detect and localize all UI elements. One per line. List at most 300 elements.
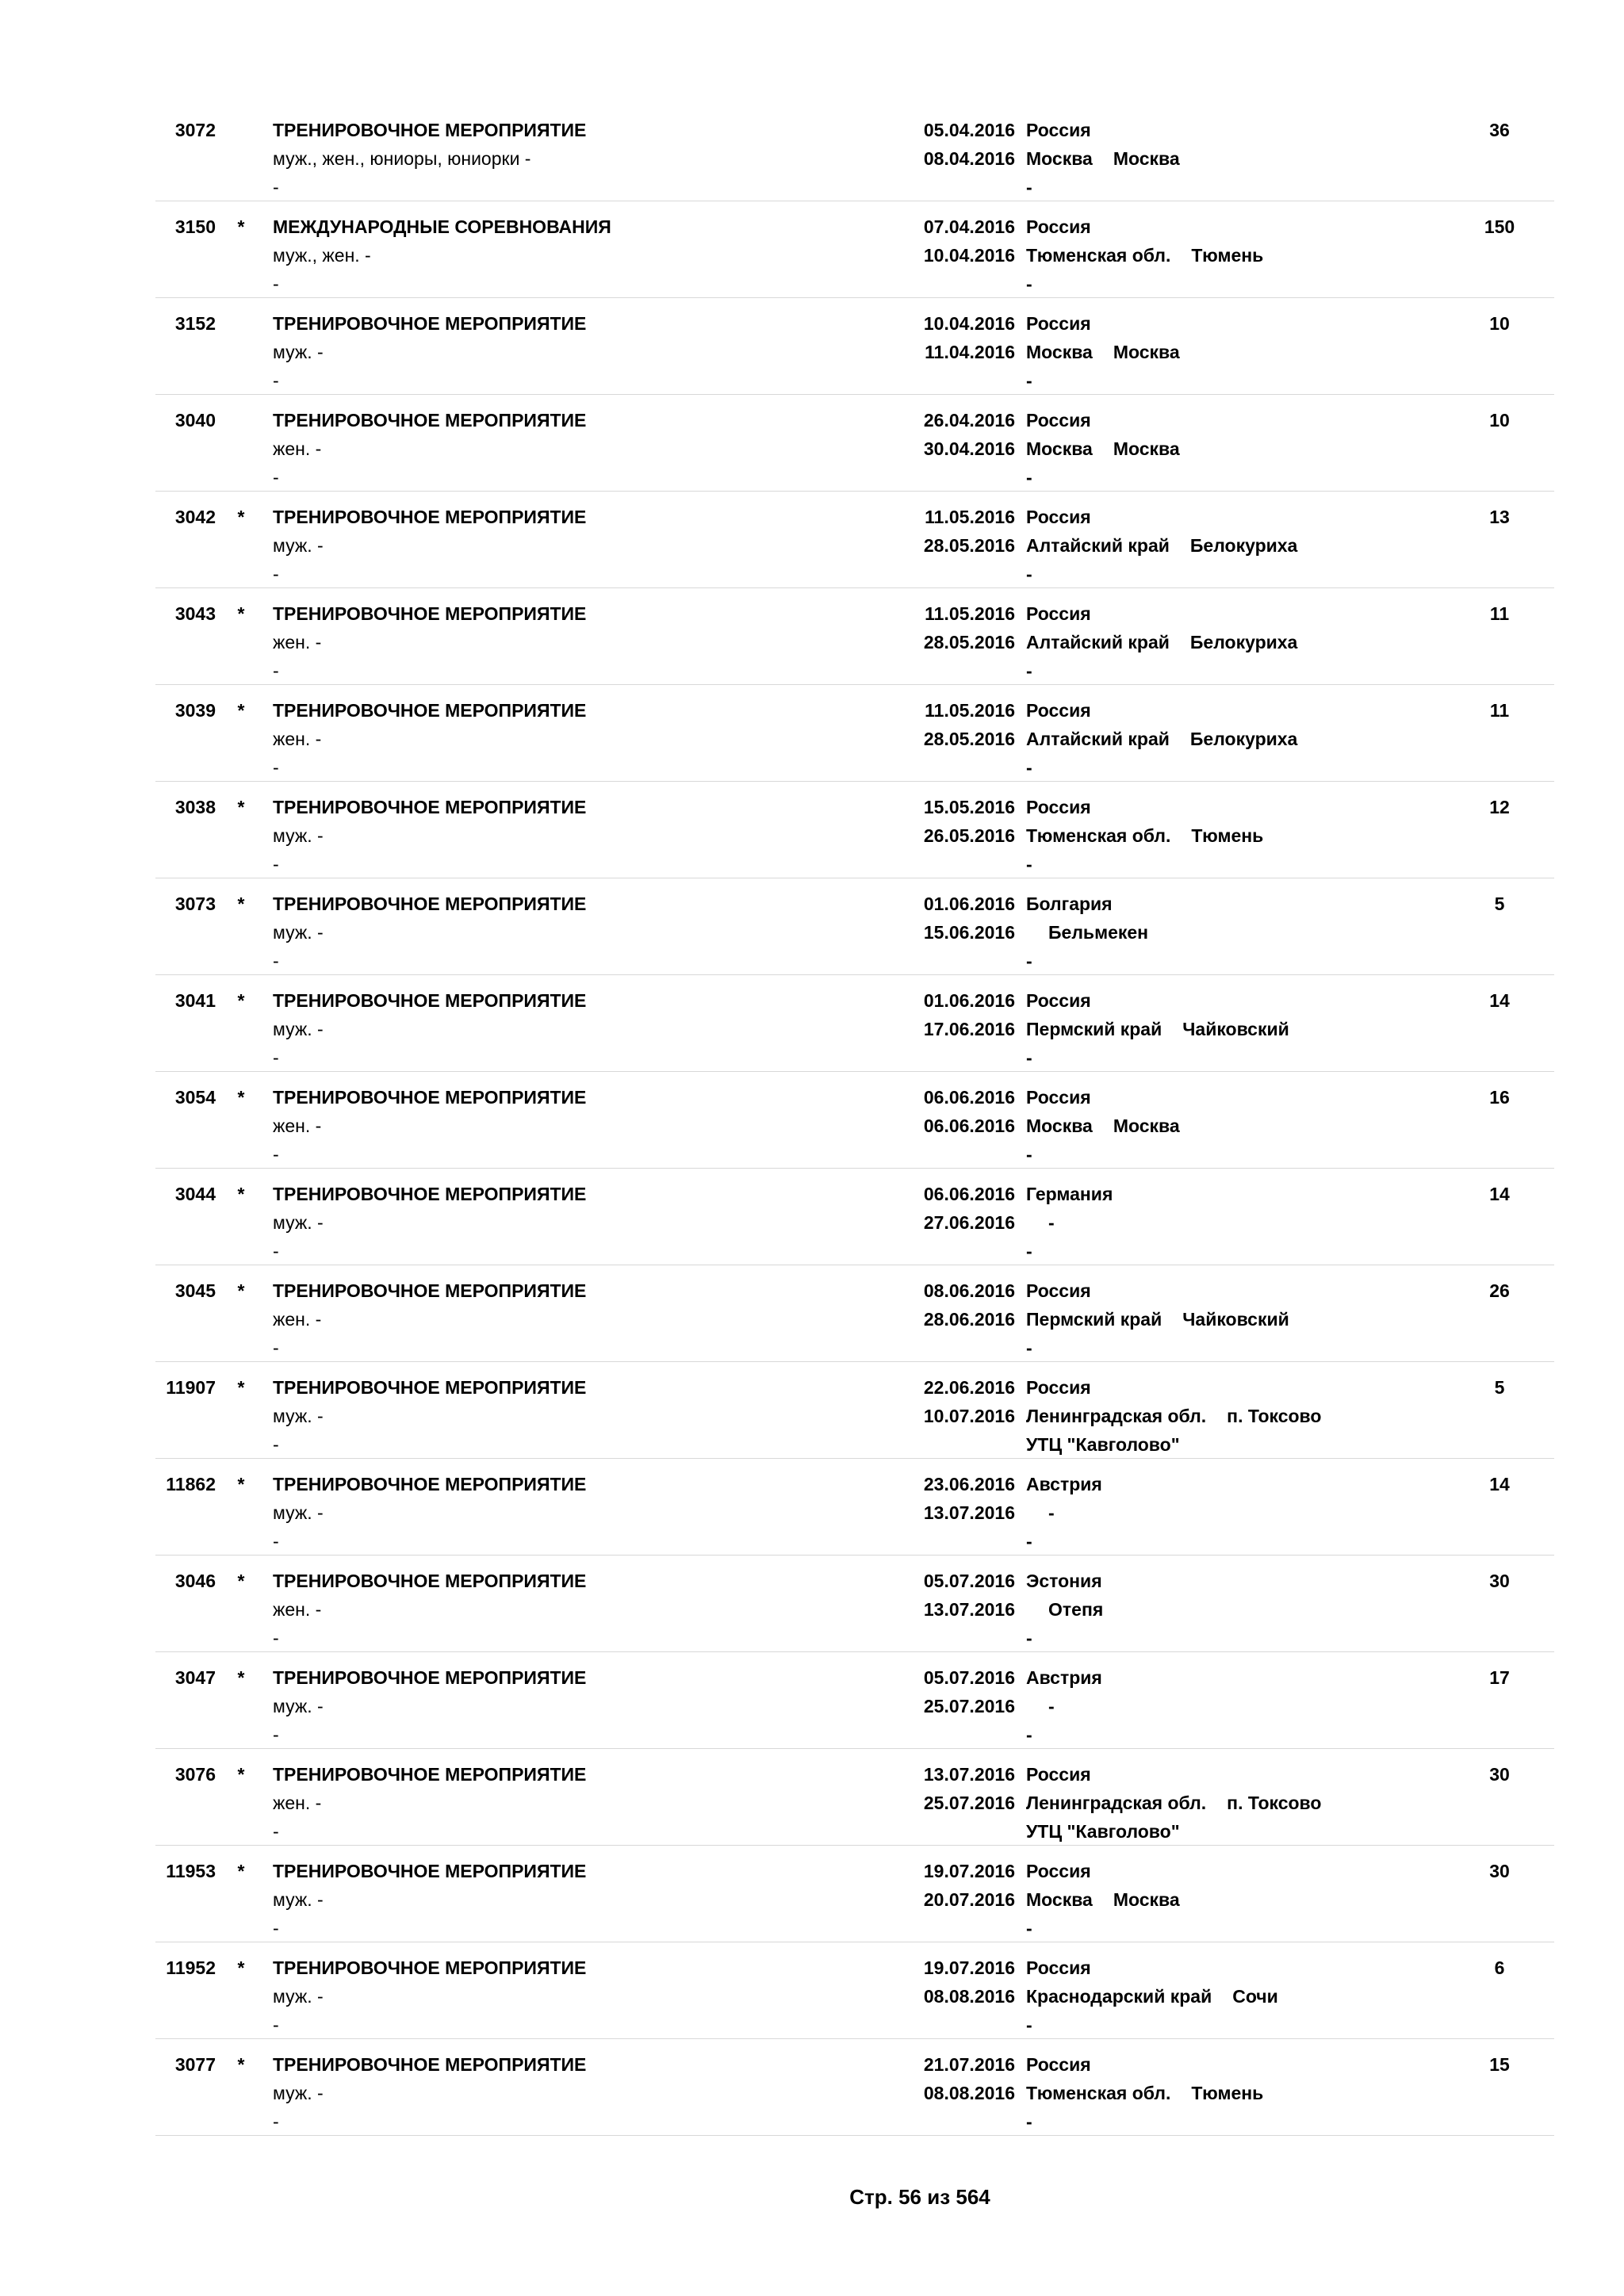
participant-count: 36 (1489, 120, 1510, 140)
region-city (1026, 338, 1423, 366)
event-extra: - (273, 1918, 279, 1938)
participant-count: 10 (1489, 313, 1510, 334)
event-extra: - (273, 1144, 279, 1165)
venue-dash: - (1026, 1144, 1032, 1165)
city: Сочи (1232, 1986, 1278, 2007)
star-marker: * (237, 1667, 245, 1688)
event-info (273, 1954, 875, 2039)
table-row (155, 1846, 1554, 1942)
table-row (155, 1652, 1554, 1749)
venue-dash: - (1026, 1047, 1032, 1068)
event-info (273, 116, 875, 201)
region-city (1026, 628, 1423, 656)
event-info (273, 1373, 875, 1459)
participant-count: 14 (1489, 1474, 1510, 1494)
city: Москва (1113, 1889, 1180, 1910)
event-dates (904, 503, 1015, 560)
event-extra: - (273, 757, 279, 778)
event-location (1026, 1180, 1423, 1265)
venue-dash: - (1026, 467, 1032, 488)
date-to: 30.04.2016 (923, 438, 1015, 459)
venue-dash: - (1026, 370, 1032, 391)
date-to: 10.04.2016 (923, 245, 1015, 266)
event-dates (904, 309, 1015, 366)
country: Австрия (1026, 1667, 1102, 1688)
event-id: 3045 (174, 1280, 216, 1301)
date-to: 08.08.2016 (923, 2083, 1015, 2103)
event-id: 11952 (166, 1957, 216, 1978)
event-extra: - (273, 854, 279, 874)
region-city (1026, 531, 1423, 560)
region-city (1026, 1595, 1423, 1624)
date-from: 06.06.2016 (923, 1184, 1015, 1204)
date-to: 08.04.2016 (923, 148, 1015, 169)
event-participants: муж. - (273, 2083, 324, 2103)
event-extra: - (273, 1628, 279, 1648)
event-extra: - (273, 2111, 279, 2132)
event-title: ТРЕНИРОВОЧНОЕ МЕРОПРИЯТИЕ (273, 313, 587, 334)
date-from: 19.07.2016 (923, 1861, 1015, 1881)
event-dates (904, 1083, 1015, 1140)
event-extra: - (273, 1241, 279, 1261)
star-marker: * (237, 1184, 245, 1204)
date-to: 06.06.2016 (923, 1115, 1015, 1136)
event-location (1026, 1954, 1423, 2039)
event-id: 3072 (174, 120, 216, 140)
table-row (155, 1362, 1554, 1459)
star-marker: * (237, 1861, 245, 1881)
venue-dash: - (1026, 1918, 1032, 1938)
participant-count: 11 (1489, 700, 1510, 721)
event-location (1026, 1760, 1423, 1846)
country: Эстония (1026, 1571, 1102, 1591)
event-location (1026, 986, 1423, 1072)
participant-count: 6 (1494, 1957, 1505, 1978)
country: Россия (1026, 1087, 1091, 1108)
event-location (1026, 309, 1423, 395)
venue-dash: - (1026, 2111, 1032, 2132)
event-participants: жен. - (273, 1793, 322, 1813)
region-city (1026, 1982, 1423, 2011)
country: Россия (1026, 120, 1091, 140)
event-info (273, 1180, 875, 1265)
country: Россия (1026, 1764, 1091, 1785)
region: Алтайский край (1026, 632, 1170, 652)
event-participants: жен. - (273, 1599, 322, 1620)
event-title: ТРЕНИРОВОЧНОЕ МЕРОПРИЯТИЕ (273, 1184, 587, 1204)
date-from: 13.07.2016 (923, 1764, 1015, 1785)
date-from: 19.07.2016 (923, 1957, 1015, 1978)
country: Австрия (1026, 1474, 1102, 1494)
country: Россия (1026, 1377, 1091, 1398)
city: Москва (1113, 342, 1180, 362)
event-title: ТРЕНИРОВОЧНОЕ МЕРОПРИЯТИЕ (273, 797, 587, 817)
region: Пермский край (1026, 1019, 1162, 1039)
region-city (1026, 725, 1423, 753)
city: Москва (1113, 438, 1180, 459)
event-title: МЕЖДУНАРОДНЫЕ СОРЕВНОВАНИЯ (273, 216, 611, 237)
event-participants: жен. - (273, 729, 322, 749)
country: Россия (1026, 603, 1091, 624)
event-participants: муж. - (273, 1889, 324, 1910)
star-marker: * (237, 894, 245, 914)
event-id: 3073 (174, 894, 216, 914)
venue-dash: - (1026, 951, 1032, 971)
event-extra: - (273, 1724, 279, 1745)
city: Чайковский (1182, 1019, 1289, 1039)
event-info (273, 793, 875, 878)
country: Германия (1026, 1184, 1113, 1204)
event-dates (904, 599, 1015, 656)
event-extra: - (273, 1047, 279, 1068)
star-marker: * (237, 2054, 245, 2075)
event-id: 3038 (174, 797, 216, 817)
table-row (155, 298, 1554, 395)
date-from: 23.06.2016 (923, 1474, 1015, 1494)
event-dates (904, 1373, 1015, 1430)
date-from: 05.04.2016 (923, 120, 1015, 140)
event-info (273, 986, 875, 1072)
date-to: 15.06.2016 (923, 922, 1015, 943)
country: Россия (1026, 507, 1091, 527)
region: Алтайский край (1026, 535, 1170, 556)
date-from: 10.04.2016 (923, 313, 1015, 334)
region-city (1026, 1402, 1423, 1430)
region-city (1026, 1112, 1423, 1140)
participant-count: 5 (1494, 894, 1505, 914)
region: Тюменская обл. (1026, 245, 1171, 266)
star-marker: * (237, 797, 245, 817)
event-id: 11953 (166, 1861, 216, 1881)
date-to: 25.07.2016 (923, 1696, 1015, 1716)
venue-dash: - (1026, 274, 1032, 294)
date-from: 07.04.2016 (923, 216, 1015, 237)
event-participants: муж. - (273, 1212, 324, 1233)
city: Чайковский (1182, 1309, 1289, 1330)
event-id: 3047 (174, 1667, 216, 1688)
participant-count: 30 (1489, 1861, 1510, 1881)
event-extra: - (273, 951, 279, 971)
date-to: 26.05.2016 (923, 825, 1015, 846)
event-location (1026, 212, 1423, 298)
event-dates (904, 1567, 1015, 1624)
event-info (273, 1276, 875, 1362)
region-city (1026, 821, 1423, 850)
venue-dash: - (1026, 2015, 1032, 2035)
event-title: ТРЕНИРОВОЧНОЕ МЕРОПРИЯТИЕ (273, 603, 587, 624)
region: Москва (1026, 438, 1093, 459)
event-participants: муж. - (273, 1019, 324, 1039)
country: Россия (1026, 1957, 1091, 1978)
event-extra: - (273, 660, 279, 681)
city: Белокуриха (1189, 729, 1298, 749)
event-info (273, 503, 875, 588)
country: Россия (1026, 410, 1091, 430)
event-info (273, 696, 875, 782)
region-city (1026, 1305, 1423, 1334)
event-info (273, 2050, 875, 2136)
country: Болгария (1026, 894, 1113, 914)
event-title: ТРЕНИРОВОЧНОЕ МЕРОПРИЯТИЕ (273, 1474, 587, 1494)
table-row (155, 1265, 1554, 1362)
event-participants: муж. - (273, 922, 324, 943)
region: Ленинградская обл. (1026, 1793, 1207, 1813)
event-participants: жен. - (273, 1309, 322, 1330)
event-id: 3041 (174, 990, 216, 1011)
event-info (273, 1083, 875, 1169)
region: Москва (1026, 148, 1093, 169)
event-info (273, 1470, 875, 1556)
event-title: ТРЕНИРОВОЧНОЕ МЕРОПРИЯТИЕ (273, 1280, 587, 1301)
table-row (155, 1556, 1554, 1652)
event-title: ТРЕНИРОВОЧНОЕ МЕРОПРИЯТИЕ (273, 120, 587, 140)
event-info (273, 1663, 875, 1749)
star-marker: * (237, 507, 245, 527)
star-marker: * (237, 1280, 245, 1301)
event-info (273, 212, 875, 298)
date-from: 26.04.2016 (923, 410, 1015, 430)
event-participants: муж. - (273, 535, 324, 556)
participant-count: 17 (1489, 1667, 1510, 1688)
region-city (1026, 144, 1423, 173)
table-row (155, 105, 1554, 201)
event-location (1026, 1567, 1423, 1652)
date-to: 17.06.2016 (923, 1019, 1015, 1039)
event-dates (904, 793, 1015, 850)
event-dates (904, 1760, 1015, 1817)
date-from: 06.06.2016 (923, 1087, 1015, 1108)
event-participants: жен. - (273, 438, 322, 459)
event-extra: - (273, 1337, 279, 1358)
event-location (1026, 1276, 1423, 1362)
region-city (1026, 1789, 1423, 1817)
event-id: 3152 (174, 313, 216, 334)
event-participants: муж., жен. - (273, 245, 371, 266)
event-id: 3040 (174, 410, 216, 430)
event-dates (904, 1276, 1015, 1334)
date-from: 11.05.2016 (925, 603, 1015, 624)
event-dates (904, 212, 1015, 270)
date-to: 11.04.2016 (925, 342, 1015, 362)
venue-dash: - (1026, 564, 1032, 584)
event-extra: - (273, 177, 279, 197)
event-location (1026, 1470, 1423, 1556)
event-title: ТРЕНИРОВОЧНОЕ МЕРОПРИЯТИЕ (273, 1087, 587, 1108)
date-to: 27.06.2016 (923, 1212, 1015, 1233)
event-location (1026, 793, 1423, 878)
region-city (1026, 2079, 1423, 2107)
participant-count: 15 (1489, 2054, 1510, 2075)
star-marker: * (237, 700, 245, 721)
event-location (1026, 599, 1423, 685)
region-city (1026, 1498, 1423, 1527)
event-extra: - (273, 370, 279, 391)
venue-dash: - (1026, 1241, 1032, 1261)
event-dates (904, 1857, 1015, 1914)
event-id: 3076 (174, 1764, 216, 1785)
participant-count: 12 (1489, 797, 1510, 817)
region-city (1026, 1015, 1423, 1043)
event-title: ТРЕНИРОВОЧНОЕ МЕРОПРИЯТИЕ (273, 1571, 587, 1591)
event-dates (904, 1663, 1015, 1720)
participant-count: 10 (1489, 410, 1510, 430)
event-extra: - (273, 2015, 279, 2035)
region-city (1026, 1692, 1423, 1720)
region-city (1026, 1208, 1423, 1237)
star-marker: * (237, 1571, 245, 1591)
country: Россия (1026, 216, 1091, 237)
event-participants: муж. - (273, 1406, 324, 1426)
date-from: 05.07.2016 (923, 1667, 1015, 1688)
date-to: 08.08.2016 (923, 1986, 1015, 2007)
region-city (1026, 241, 1423, 270)
venue-dash: - (1026, 1531, 1032, 1552)
region: Москва (1026, 1889, 1093, 1910)
participant-count: 5 (1494, 1377, 1505, 1398)
event-title: ТРЕНИРОВОЧНОЕ МЕРОПРИЯТИЕ (273, 2054, 587, 2075)
participant-count: 11 (1489, 603, 1510, 624)
date-to: 25.07.2016 (923, 1793, 1015, 1813)
event-id: 3077 (174, 2054, 216, 2075)
participant-count: 30 (1489, 1764, 1510, 1785)
event-dates (904, 116, 1015, 173)
event-info (273, 406, 875, 492)
event-participants: муж., жен., юниоры, юниорки - (273, 148, 531, 169)
event-location (1026, 116, 1423, 201)
region: Москва (1026, 342, 1093, 362)
event-info (273, 1760, 875, 1846)
venue-dash: - (1026, 854, 1032, 874)
table-row (155, 1072, 1554, 1169)
event-location (1026, 1857, 1423, 1942)
event-participants: муж. - (273, 1696, 324, 1716)
table-row (155, 1942, 1554, 2039)
date-to: 28.05.2016 (923, 632, 1015, 652)
city: Отепя (1048, 1599, 1104, 1620)
participant-count: 26 (1489, 1280, 1510, 1301)
venue-dash: - (1026, 660, 1032, 681)
event-title: ТРЕНИРОВОЧНОЕ МЕРОПРИЯТИЕ (273, 894, 587, 914)
date-to: 13.07.2016 (923, 1502, 1015, 1523)
date-from: 11.05.2016 (925, 700, 1015, 721)
region: Москва (1026, 1115, 1093, 1136)
table-row (155, 878, 1554, 975)
date-from: 22.06.2016 (923, 1377, 1015, 1398)
participant-count: 14 (1489, 1184, 1510, 1204)
event-extra: - (273, 467, 279, 488)
date-from: 01.06.2016 (923, 990, 1015, 1011)
event-location (1026, 503, 1423, 588)
city: - (1048, 1696, 1055, 1716)
participant-count: 150 (1484, 216, 1515, 237)
date-to: 28.05.2016 (923, 535, 1015, 556)
event-info (273, 890, 875, 975)
city: Белокуриха (1189, 535, 1298, 556)
date-from: 01.06.2016 (923, 894, 1015, 914)
venue-dash: - (1026, 757, 1032, 778)
region: Пермский край (1026, 1309, 1162, 1330)
event-dates (904, 2050, 1015, 2107)
city: Тюмень (1191, 825, 1264, 846)
date-from: 21.07.2016 (923, 2054, 1015, 2075)
country: Россия (1026, 1280, 1091, 1301)
page-number: Стр. 56 из 564 (849, 2185, 990, 2209)
participant-count: 30 (1489, 1571, 1510, 1591)
table-row (155, 588, 1554, 685)
event-info (273, 309, 875, 395)
star-marker: * (237, 603, 245, 624)
event-title: ТРЕНИРОВОЧНОЕ МЕРОПРИЯТИЕ (273, 1667, 587, 1688)
table-row (155, 395, 1554, 492)
date-to: 20.07.2016 (923, 1889, 1015, 1910)
city: Тюмень (1191, 2083, 1264, 2103)
event-location (1026, 1083, 1423, 1169)
event-participants: муж. - (273, 1502, 324, 1523)
star-marker: * (237, 1087, 245, 1108)
event-id: 3150 (174, 216, 216, 237)
country: Россия (1026, 797, 1091, 817)
event-id: 3043 (174, 603, 216, 624)
city: Тюмень (1191, 245, 1264, 266)
event-info (273, 599, 875, 685)
region: Алтайский край (1026, 729, 1170, 749)
venue-dash: - (1026, 1337, 1032, 1358)
country: Россия (1026, 700, 1091, 721)
event-participants: жен. - (273, 632, 322, 652)
date-to: 28.06.2016 (923, 1309, 1015, 1330)
venue-dash: - (1026, 1724, 1032, 1745)
city: Белокуриха (1189, 632, 1298, 652)
table-row (155, 1459, 1554, 1556)
region-city (1026, 1885, 1423, 1914)
event-location (1026, 890, 1423, 975)
date-to: 13.07.2016 (923, 1599, 1015, 1620)
venue-dash: - (1026, 1628, 1032, 1648)
table-row (155, 1749, 1554, 1846)
event-dates (904, 986, 1015, 1043)
event-location (1026, 2050, 1423, 2136)
participant-count: 13 (1489, 507, 1510, 527)
event-participants: муж. - (273, 342, 324, 362)
event-title: ТРЕНИРОВОЧНОЕ МЕРОПРИЯТИЕ (273, 990, 587, 1011)
region-city (1026, 918, 1423, 947)
participant-count: 16 (1489, 1087, 1510, 1108)
country: Россия (1026, 2054, 1091, 2075)
event-title: ТРЕНИРОВОЧНОЕ МЕРОПРИЯТИЕ (273, 410, 587, 430)
event-id: 3042 (174, 507, 216, 527)
city: п. Токсово (1227, 1406, 1322, 1426)
event-dates (904, 696, 1015, 753)
city: - (1048, 1212, 1055, 1233)
region: Краснодарский край (1026, 1986, 1212, 2007)
event-participants: муж. - (273, 1986, 324, 2007)
table-row (155, 975, 1554, 1072)
date-from: 08.06.2016 (923, 1280, 1015, 1301)
star-marker: * (237, 990, 245, 1011)
country: Россия (1026, 313, 1091, 334)
region: Тюменская обл. (1026, 2083, 1171, 2103)
city: Бельмекен (1048, 922, 1149, 943)
event-dates (904, 1470, 1015, 1527)
region-city (1026, 434, 1423, 463)
country: Россия (1026, 1861, 1091, 1881)
event-id: 11907 (166, 1377, 216, 1398)
event-title: ТРЕНИРОВОЧНОЕ МЕРОПРИЯТИЕ (273, 1377, 587, 1398)
event-extra: - (273, 564, 279, 584)
event-location (1026, 1373, 1423, 1459)
event-extra: - (273, 1821, 279, 1842)
table-row (155, 201, 1554, 298)
